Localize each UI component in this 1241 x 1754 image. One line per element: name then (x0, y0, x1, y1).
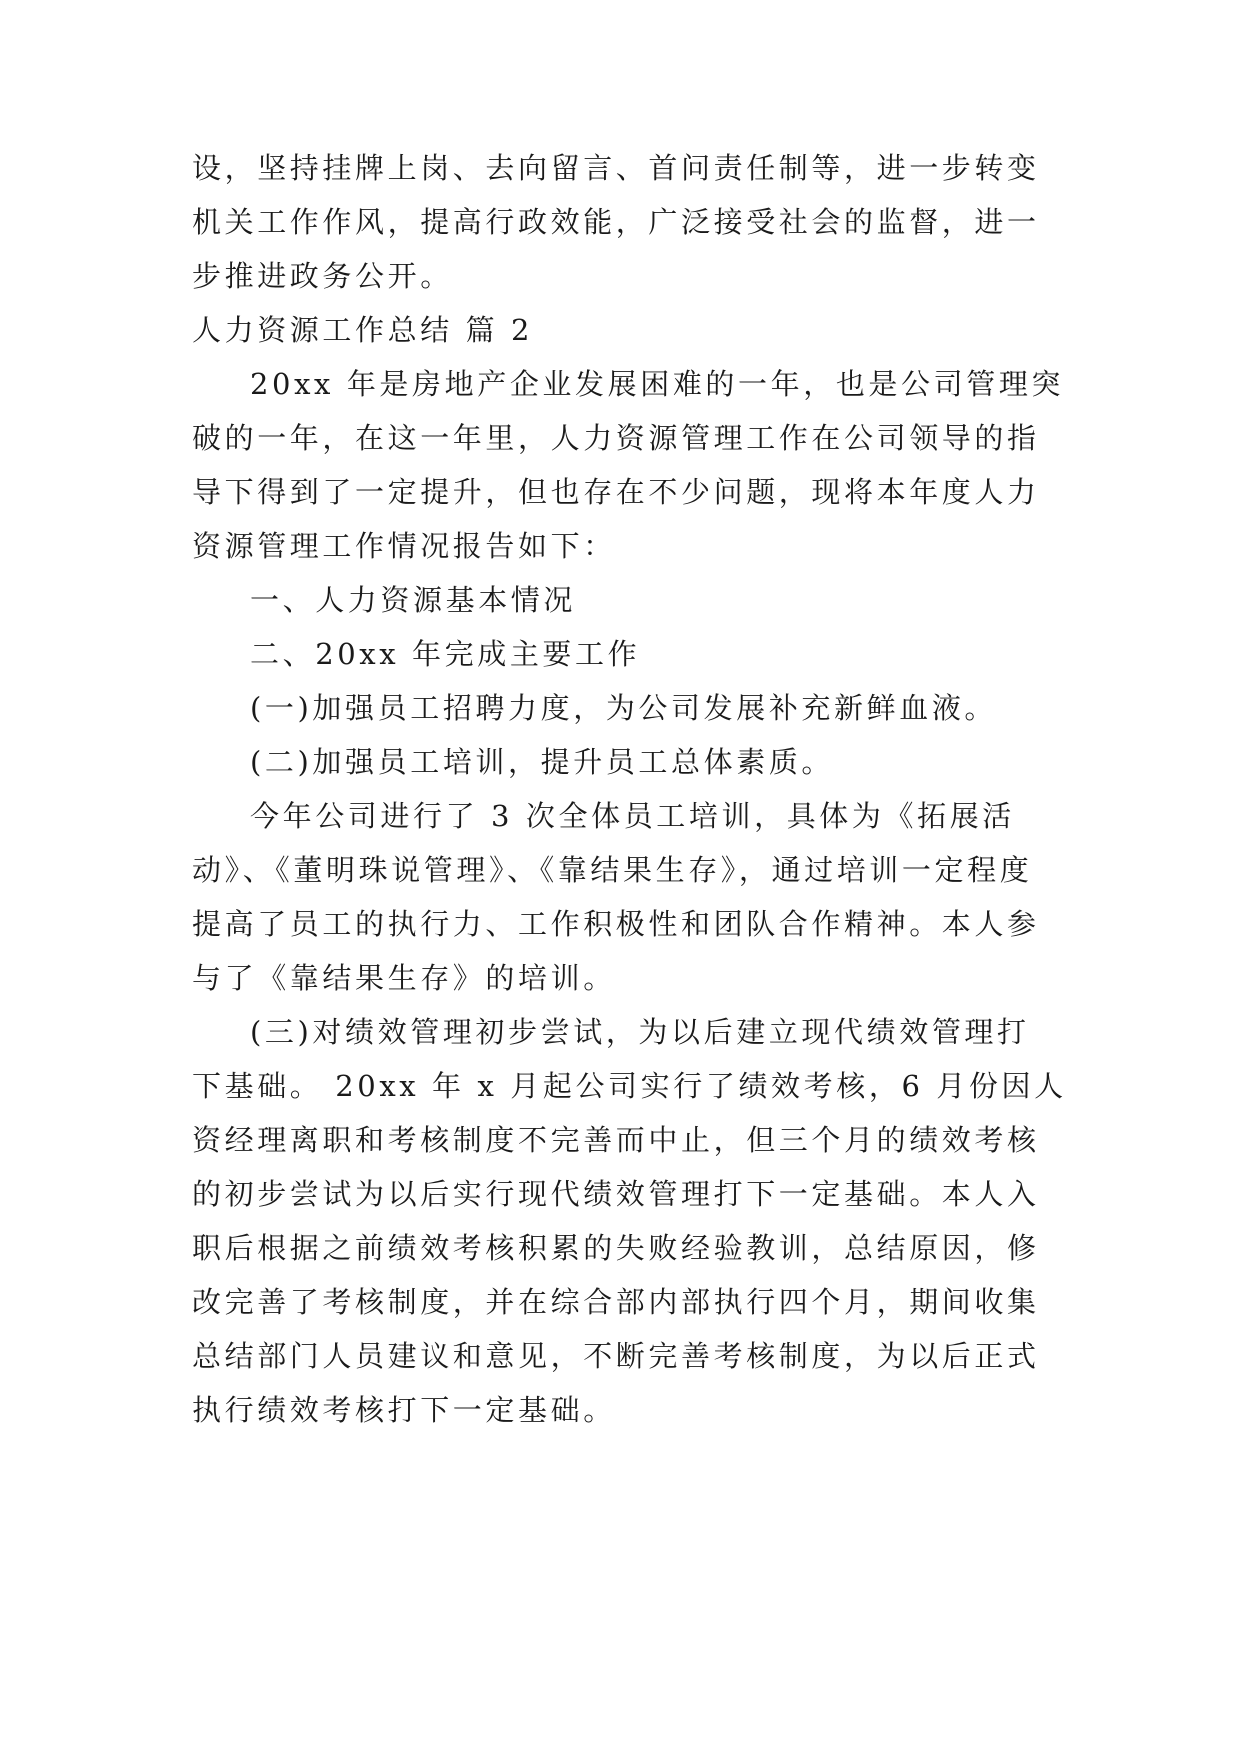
body-text-line: 下基础。 20xx 年 x 月起公司实行了绩效考核，6 月份因人 (192, 1069, 1067, 1103)
body-text-line: 职后根据之前绩效考核积累的失败经验教训，总结原因，修 (192, 1231, 1040, 1265)
section-heading: 人力资源工作总结 篇 2 (192, 313, 534, 347)
body-text-line: 动》、《董明珠说管理》、《靠结果生存》，通过培训一定程度 (192, 853, 1033, 887)
sub-item: (一)加强员工招聘力度，为公司发展补充新鲜血液。 (250, 691, 998, 725)
body-text-line: 的初步尝试为以后实行现代绩效管理打下一定基础。本人入 (192, 1177, 1040, 1211)
body-text-line: 步推进政务公开。 (192, 259, 453, 293)
body-text-line: 资源管理工作情况报告如下： (192, 529, 616, 563)
body-text-line: 机关工作作风，提高行政效能，广泛接受社会的监督，进一 (192, 205, 1040, 239)
body-text-line: 与了《靠结果生存》的培训。 (192, 961, 616, 995)
list-heading: 一、人力资源基本情况 (250, 583, 577, 617)
body-text-line: 导下得到了一定提升，但也存在不少问题，现将本年度人力 (192, 475, 1040, 509)
body-text-line: 今年公司进行了 3 次全体员工培训，具体为《拓展活 (250, 799, 1015, 833)
body-text-line: 总结部门人员建议和意见，不断完善考核制度，为以后正式 (192, 1339, 1040, 1373)
body-text-line: 设，坚持挂牌上岗、去向留言、首问责任制等，进一步转变 (192, 151, 1040, 185)
sub-item: (三)对绩效管理初步尝试，为以后建立现代绩效管理打 (250, 1015, 1030, 1049)
body-text-line: 破的一年，在这一年里，人力资源管理工作在公司领导的指 (192, 421, 1040, 455)
body-text-line: 执行绩效考核打下一定基础。 (192, 1393, 616, 1427)
sub-item: (二)加强员工培训，提升员工总体素质。 (250, 745, 835, 779)
body-text-line: 提高了员工的执行力、工作积极性和团队合作精神。本人参 (192, 907, 1040, 941)
body-text-line: 改完善了考核制度，并在综合部内部执行四个月，期间收集 (192, 1285, 1040, 1319)
body-text-line: 20xx 年是房地产企业发展困难的一年，也是公司管理突 (250, 367, 1065, 401)
list-heading: 二、20xx 年完成主要工作 (250, 637, 641, 671)
body-text-line: 资经理离职和考核制度不完善而中止，但三个月的绩效考核 (192, 1123, 1040, 1157)
